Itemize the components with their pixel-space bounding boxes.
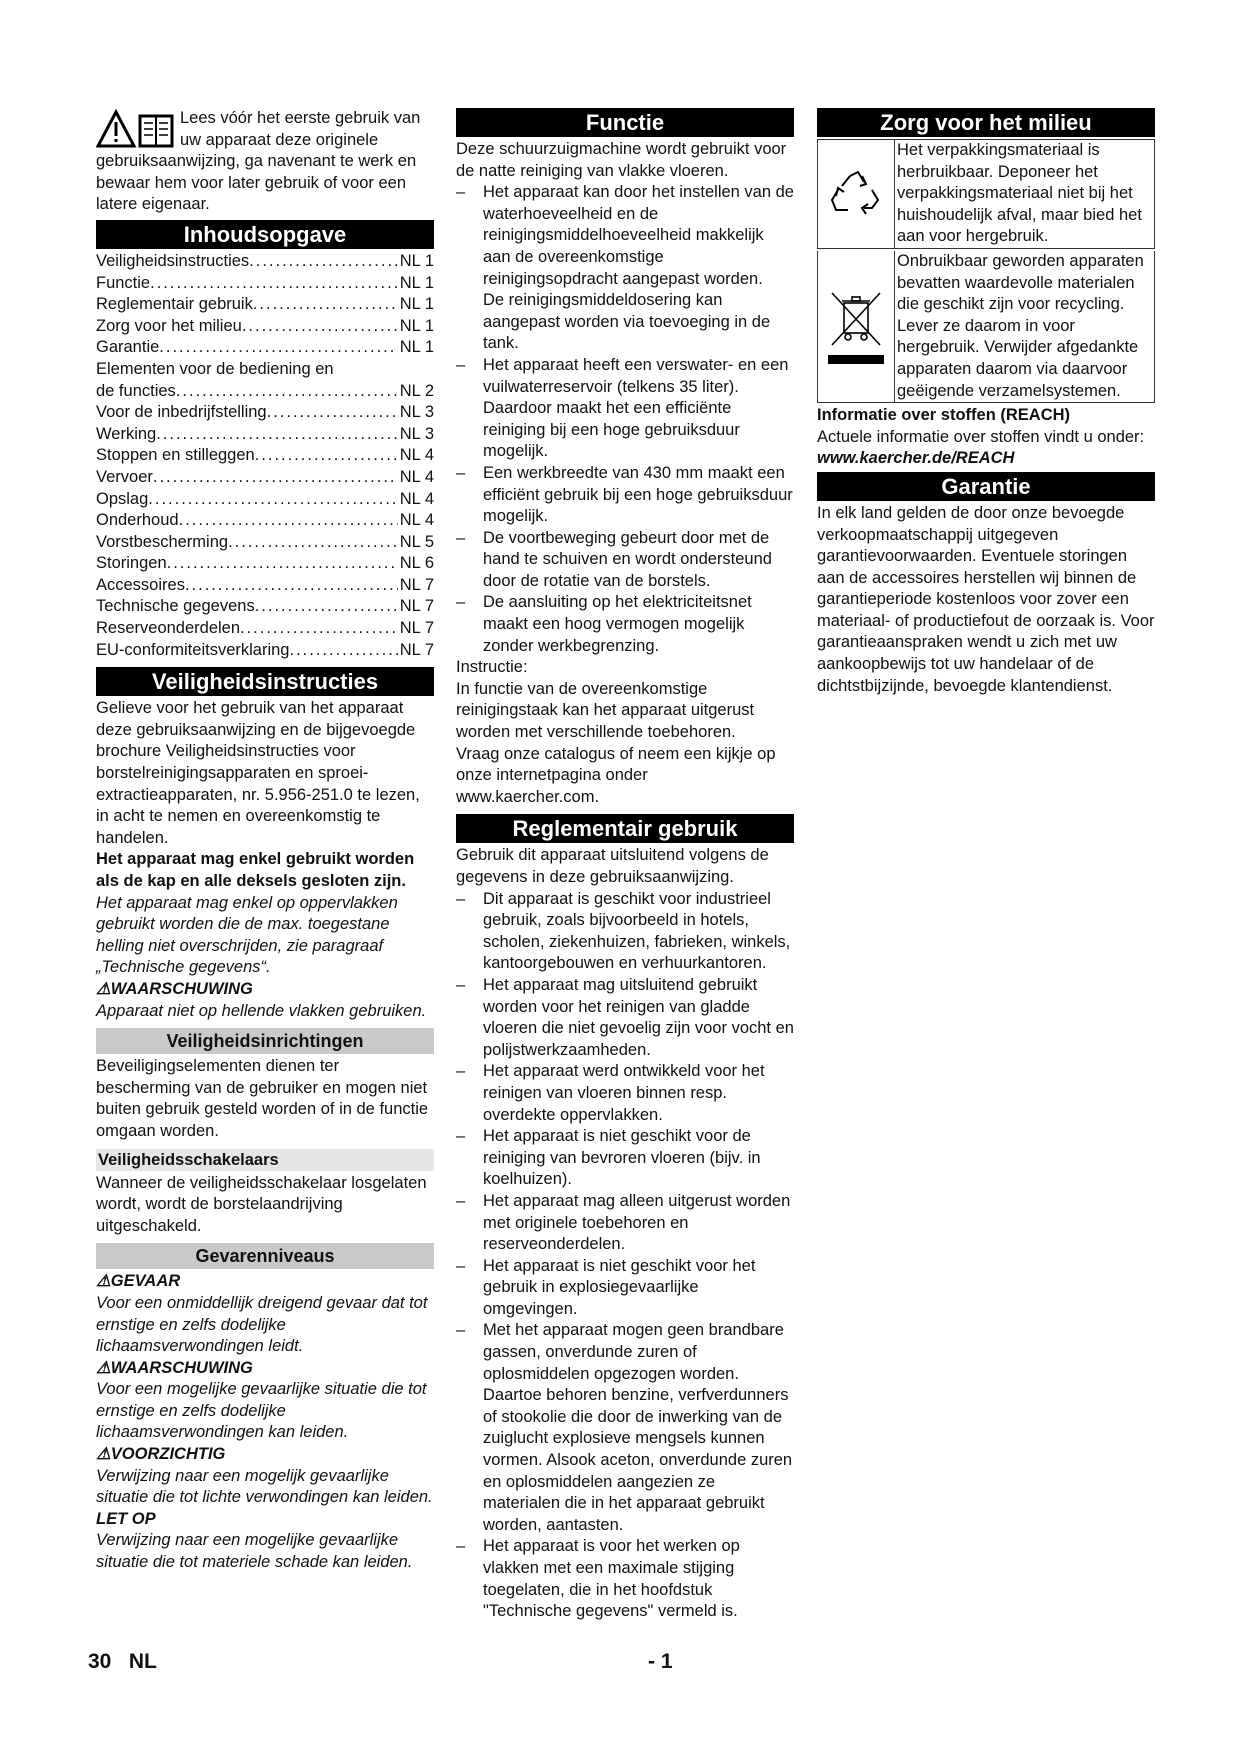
- list-item: – Het apparaat werd ontwikkeld voor het reinigen van vloeren binnen resp. overdekte oppervlakken.: [456, 1061, 794, 1126]
- toc-item-label: Storingen: [96, 554, 167, 573]
- danger-text: Voor een onmiddellijk dreigend gevaar dat tot ernstige en zelfs dodelijke lichaamsverwondingen leidt.: [96, 1293, 428, 1356]
- toc-item[interactable]: [96, 596, 434, 618]
- instruction-text: In functie van de overeenkomstige reinigingstaak kan het apparaat uitgerust worden met verschillende toebehoren. Vraag onze catalogus of neem een kijkje op onze internetpagina onder www.kaercher.com.: [456, 679, 776, 806]
- function-heading: Functie: [456, 108, 794, 137]
- toc-leader-dots: [176, 381, 398, 403]
- toc-item[interactable]: [96, 618, 434, 640]
- toc-item-label: Veiligheidsinstructies: [96, 251, 250, 270]
- toc-item-page: NL 4: [399, 489, 434, 508]
- list-item: – De voortbeweging gebeurt door met de hand te schuiven en wordt ondersteund door de rotatie van de borstels.: [456, 528, 794, 593]
- toc-item-page: NL 7: [399, 619, 434, 638]
- toc-leader-dots: [150, 273, 398, 295]
- toc-item[interactable]: [96, 294, 434, 316]
- env-weee-text: Onbruikbaar geworden apparaten bevatten waardevolle materialen die geschikt zijn voor recycling. Lever ze daarom in voor hergebruik. Verwijder afgedankte apparaten daarom via daarvoor geëigende verzamelsystemen.: [897, 251, 1144, 400]
- reach-text: Actuele informatie over stoffen vindt u onder:: [817, 427, 1145, 446]
- intro-block: [96, 108, 434, 216]
- list-item: – Een werkbreedte van 430 mm maakt een efficiënt gebruik bij een hoge gebruiksduur mogelijk.: [456, 463, 794, 528]
- toc-leader-dots: [156, 424, 398, 446]
- crossed-bin-icon: [828, 289, 884, 351]
- column-right: [817, 108, 1155, 697]
- list-item: – Het apparaat heeft een verswater- en een vuilwaterreservoir (telkens 35 liter). Daardoor maakt het een efficiënte reiniging bij een hoge gebruiksduur mogelijk.: [456, 355, 794, 463]
- toc-item-page: NL 4: [399, 446, 434, 465]
- toc-leader-dots: [255, 596, 398, 618]
- toc-item[interactable]: [96, 640, 434, 662]
- toc-item-label: Accessoires: [96, 575, 185, 594]
- toc-item-label: de functies: [96, 381, 176, 400]
- toc-item-page: NL 2: [399, 381, 434, 400]
- environment-heading: Zorg voor het milieu: [817, 108, 1155, 137]
- safety-devices-heading: Veiligheidsinrichtingen: [96, 1028, 434, 1054]
- function-list: [456, 182, 794, 657]
- safety-bold-text: Het apparaat mag enkel gebruikt worden als de kap en alle deksels gesloten zijn.: [96, 850, 415, 890]
- toc-item-page: NL 5: [399, 532, 434, 551]
- warning-text: Apparaat niet op hellende vlakken gebruiken.: [96, 1001, 427, 1020]
- toc-item[interactable]: [96, 553, 434, 575]
- list-item: – De aansluiting op het elektriciteitsnet maakt een hoog vermogen mogelijk zonder werkbegrenzing.: [456, 592, 794, 657]
- safety-switch-heading: Veiligheidsschakelaars: [96, 1149, 434, 1171]
- reach-heading: Informatie over stoffen (REACH): [817, 406, 1071, 425]
- toc-item[interactable]: [96, 359, 434, 381]
- instruction-label: Instructie:: [456, 658, 528, 677]
- column-left: [96, 108, 434, 1574]
- toc-item-label: Garantie: [96, 338, 160, 357]
- list-item: – Het apparaat mag alleen uitgerust worden met originele toebehoren en reserveonderdelen.: [456, 1191, 794, 1256]
- toc-item[interactable]: [96, 445, 434, 467]
- list-item: – Dit apparaat is geschikt voor industrieel gebruik, zoals bijvoorbeeld in hotels, scholen, ziekenhuizen, fabrieken, winkels, kantoorgebouwen en verhuurkantoren.: [456, 889, 794, 975]
- toc-item[interactable]: [96, 424, 434, 446]
- env-recycle-text: Het verpakkingsmateriaal is herbruikbaar. Deponeer het verpakkingsmateriaal niet bij het huishoudelijk afval, maar bied het aan voor hergebruik.: [897, 141, 1142, 246]
- env-weee-row: [817, 251, 1155, 403]
- toc-item-label: Voor de inbedrijfstelling: [96, 403, 267, 422]
- toc-leader-dots: [179, 510, 398, 532]
- toc-item-label: Functie: [96, 273, 151, 292]
- hazard-levels-heading: Gevarenniveaus: [96, 1243, 434, 1269]
- warranty-heading: Garantie: [817, 472, 1155, 501]
- toc-leader-dots: [153, 467, 398, 489]
- toc-item-label: Reglementair gebruik: [96, 295, 253, 314]
- list-item: – Met het apparaat mogen geen brandbare gassen, onverdunde zuren of oplosmiddelen opgezogen worden. Daartoe behoren benzine, verfverdunners of stookolie die door de inwerking van de zuiglucht explosieve mengsels kunnen vormen. Alsook aceton, onverdunde zuren en oplosmiddelen aangezien ze materialen die in het apparaat gebruikt worden, aantasten.: [456, 1320, 794, 1536]
- toc-item-label: Technische gegevens: [96, 597, 255, 616]
- toc-leader-dots: [167, 553, 398, 575]
- toc-item-page: NL 1: [399, 273, 434, 292]
- toc-leader-dots: [267, 402, 398, 424]
- function-intro: Deze schuurzuigmachine wordt gebruikt voor de natte reiniging van vlakke vloeren.: [456, 140, 787, 180]
- toc-item-page: NL 6: [399, 554, 434, 573]
- toc-item-page: NL 4: [399, 467, 434, 486]
- toc-item[interactable]: [96, 402, 434, 424]
- toc-item[interactable]: [96, 510, 434, 532]
- toc-leader-dots: [255, 445, 398, 467]
- toc-item[interactable]: [96, 575, 434, 597]
- toc-leader-dots: [228, 532, 398, 554]
- note-text: Verwijzing naar een mogelijke gevaarlijke situatie die tot materiele schade kan leiden.: [96, 1531, 413, 1572]
- toc-item[interactable]: [96, 489, 434, 511]
- column-middle: [456, 108, 794, 1623]
- toc-item[interactable]: [96, 337, 434, 359]
- toc-leader-dots: [185, 575, 398, 597]
- intended-use-heading: Reglementair gebruik: [456, 814, 794, 843]
- toc-item-label: Vorstbescherming: [96, 532, 229, 551]
- toc-item-page: NL 3: [399, 403, 434, 422]
- toc-item-page: NL 1: [399, 295, 434, 314]
- toc-item-page: NL 3: [399, 424, 434, 443]
- toc-leader-dots: [242, 316, 398, 338]
- reach-link[interactable]: www.kaercher.de/REACH: [817, 449, 1015, 468]
- list-item: – Het apparaat is niet geschikt voor de reiniging van bevroren vloeren (bijv. in koelhuizen).: [456, 1126, 794, 1191]
- toc-item-page: NL 4: [399, 511, 434, 530]
- list-item: – Het apparaat mag uitsluitend gebruikt worden voor het reinigen van gladde vloeren die niet gevoelig zijn voor vocht en polijstwerkzaamheden.: [456, 975, 794, 1061]
- toc-item-label: Reserveonderdelen: [96, 619, 241, 638]
- toc-item-label: EU-conformiteitsverklaring: [96, 640, 290, 659]
- toc-item-page: NL 1: [399, 338, 434, 357]
- toc-leader-dots: [249, 251, 398, 273]
- warning-text: Voor een mogelijke gevaarlijke situatie die tot ernstige en zelfs dodelijke lichaamsverwondingen kan leiden.: [96, 1380, 427, 1442]
- toc-leader-dots: [240, 618, 398, 640]
- toc-leader-dots: [253, 294, 398, 316]
- intended-use-intro: Gebruik dit apparaat uitsluitend volgens de gegevens in deze gebruiksaanwijzing.: [456, 846, 769, 886]
- list-item: – Het apparaat kan door het instellen van de waterhoeveelheid en de reinigingsmiddelhoeveelheid makkelijk aan de overeenkomstige reinigingsopdracht aangepast worden. De reinigingsmiddeldosering kan aangepast worden via toevoeging in de tank.: [456, 182, 794, 355]
- intended-use-list: [456, 889, 794, 1623]
- warning-manual-icon: [96, 108, 176, 150]
- toc-item-page: NL 1: [399, 316, 434, 335]
- toc-item-page: NL 7: [399, 575, 434, 594]
- toc-item[interactable]: [96, 381, 434, 403]
- list-item: – Het apparaat is voor het werken op vlakken met een maximale stijging toegelaten, die in het hoofdstuk "Technische gegevens" vermeld is.: [456, 1536, 794, 1622]
- warning-label: ⚠WAARSCHUWING: [96, 1358, 253, 1377]
- toc-item[interactable]: [96, 273, 434, 295]
- toc-item-label: Opslag: [96, 489, 149, 508]
- toc-item[interactable]: [96, 316, 434, 338]
- toc-item-label: Vervoer: [96, 467, 153, 486]
- toc-item-page: NL 1: [399, 251, 434, 270]
- toc-item-label: Stoppen en stilleggen: [96, 446, 255, 465]
- safety-devices-text: Beveiligingselementen dienen ter bescherming van de gebruiker en mogen niet buiten gebruik gesteld worden of in de functie omgaan worden.: [96, 1057, 429, 1140]
- caution-label: ⚠VOORZICHTIG: [96, 1445, 226, 1464]
- caution-text: Verwijzing naar een mogelijk gevaarlijke situatie die tot lichte verwondingen kan leiden.: [96, 1466, 433, 1507]
- env-recycle-row: [817, 139, 1155, 249]
- toc-item[interactable]: [96, 467, 434, 489]
- toc-item-label: Zorg voor het milieu: [96, 316, 242, 335]
- safety-switch-text: Wanneer de veiligheidsschakelaar losgelaten wordt, wordt de borstelaandrijving uitgeschakeld.: [96, 1173, 427, 1235]
- danger-label: ⚠GEVAAR: [96, 1272, 181, 1291]
- warning-label: ⚠WAARSCHUWING: [96, 979, 253, 998]
- toc-leader-dots: [148, 489, 397, 511]
- toc-leader-dots: [159, 337, 397, 359]
- toc-item-page: NL 7: [399, 597, 434, 616]
- safety-heading: Veiligheidsinstructies: [96, 667, 434, 696]
- weee-bar: [828, 355, 884, 364]
- note-label: LET OP: [96, 1509, 156, 1528]
- toc-item[interactable]: [96, 251, 434, 273]
- toc-item-page: NL 7: [399, 640, 434, 659]
- toc-item-label: Onderhoud: [96, 511, 179, 530]
- warranty-text: In elk land gelden de door onze bevoegde verkoopmaatschappij uitgegeven garantievoorwaarden. Eventuele storingen aan de accessoires herstellen wij binnen de garantieperiode kostenloos voor zover een materiaal- of productiefout de oorzaak is. Voor garantieaanspraken wendt u zich met uw aankoopbewijs tot uw handelaar of de dichtstbijzijnde, bevoegde klantendienst.: [817, 503, 1155, 695]
- toc-heading: Inhoudsopgave: [96, 220, 434, 249]
- page-number: - 1: [648, 1650, 673, 1673]
- toc-leader-dots: [289, 640, 397, 662]
- recycle-icon: [828, 168, 884, 220]
- table-of-contents: [96, 251, 434, 661]
- page-footer-lang: 30 NL: [88, 1650, 157, 1673]
- toc-item-label: Werking: [96, 424, 157, 443]
- intro-text: Lees vóór het eerste gebruik van uw apparaat deze originele gebruiksaanwijzing, ga navenant te werk en bewaar hem voor later gebruik of voor een latere eigenaar.: [96, 109, 421, 214]
- list-item: – Het apparaat is niet geschikt voor het gebruik in explosiegevaarlijke omgevingen.: [456, 1256, 794, 1321]
- toc-item-label: Elementen voor de bediening en: [96, 359, 334, 378]
- safety-text: Gelieve voor het gebruik van het apparaat deze gebruiksaanwijzing en de bijgevoegde brochure Veiligheidsinstructies voor borstelreinigingsapparaten en sproei-extractieapparaten, nr. 5.956-251.0 te lezen, in acht te nemen en overeenkomstig te handelen.: [96, 699, 420, 847]
- toc-item[interactable]: [96, 532, 434, 554]
- safety-italic-text: Het apparaat mag enkel op oppervlakken gebruikt worden die de max. toegestane helling niet overschrijden, zie paragraaf „Technische gegevens“.: [96, 893, 398, 977]
